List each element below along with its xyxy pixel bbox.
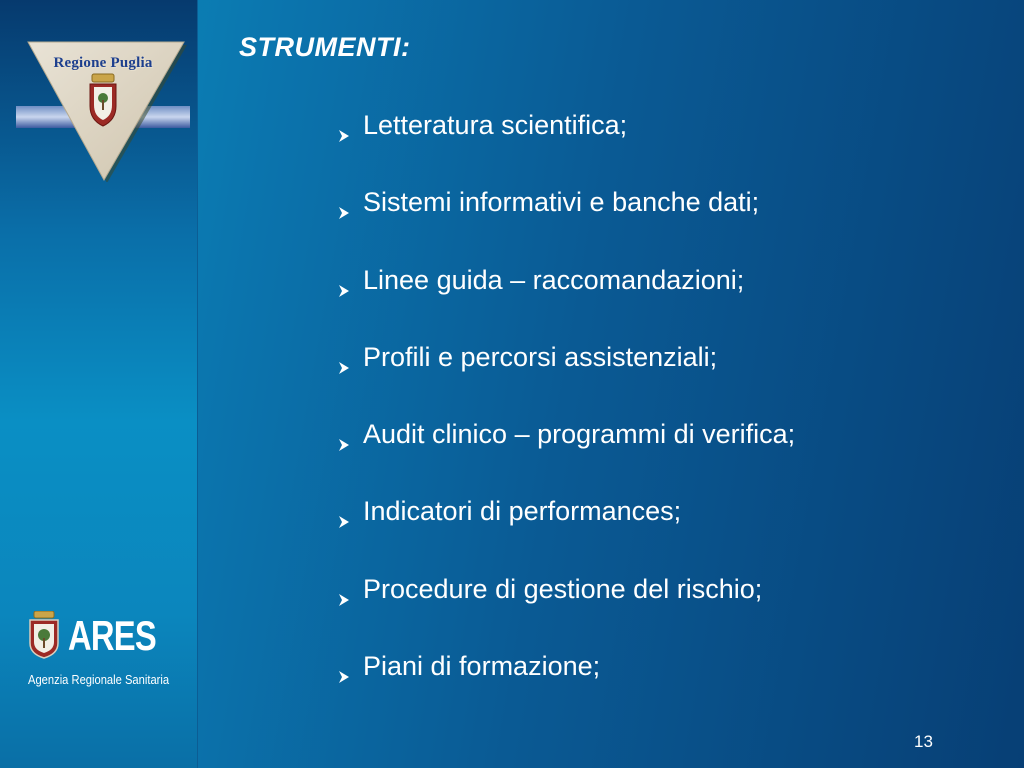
list-item — [337, 574, 795, 651]
ares-subtitle: Agenzia Regionale Sanitaria — [28, 672, 170, 687]
page-number: 13 — [914, 732, 933, 751]
arrow-right-icon — [337, 265, 363, 306]
list-item-text: Sistemi informativi e banche dati; — [363, 187, 760, 218]
list-item-text: Audit clinico – programmi di verifica; — [363, 419, 796, 450]
arrow-right-icon — [337, 651, 363, 692]
list-item — [337, 419, 795, 496]
list-item — [337, 496, 795, 573]
list-item-text: Piani di formazione; — [363, 651, 601, 682]
slide-title: STRUMENTI: — [239, 32, 411, 62]
list-item — [337, 187, 795, 264]
list-item — [337, 265, 795, 342]
list-item-text: Indicatori di performances; — [363, 496, 682, 527]
list-item — [337, 110, 795, 187]
bullet-list — [337, 110, 795, 728]
coat-of-arms-icon — [28, 611, 60, 659]
list-item-text: Procedure di gestione del rischio; — [363, 573, 763, 604]
regione-puglia-logo — [16, 40, 190, 182]
ares-title: ARES — [68, 612, 156, 659]
list-item — [337, 651, 795, 728]
list-item-text: Profili e percorsi assistenziali; — [363, 341, 718, 372]
arrow-right-icon — [337, 496, 363, 537]
arrow-right-icon — [337, 342, 363, 383]
list-item-text: Letteratura scientifica; — [363, 110, 628, 140]
list-item — [337, 342, 795, 419]
arrow-right-icon — [337, 110, 363, 151]
ares-logo — [28, 608, 188, 694]
regione-puglia-label: Regione Puglia — [53, 55, 153, 71]
sidebar — [0, 0, 198, 768]
list-item-text: Linee guida – raccomandazioni; — [363, 264, 745, 295]
arrow-right-icon — [337, 419, 363, 460]
arrow-right-icon — [337, 574, 363, 615]
arrow-right-icon — [337, 187, 363, 228]
